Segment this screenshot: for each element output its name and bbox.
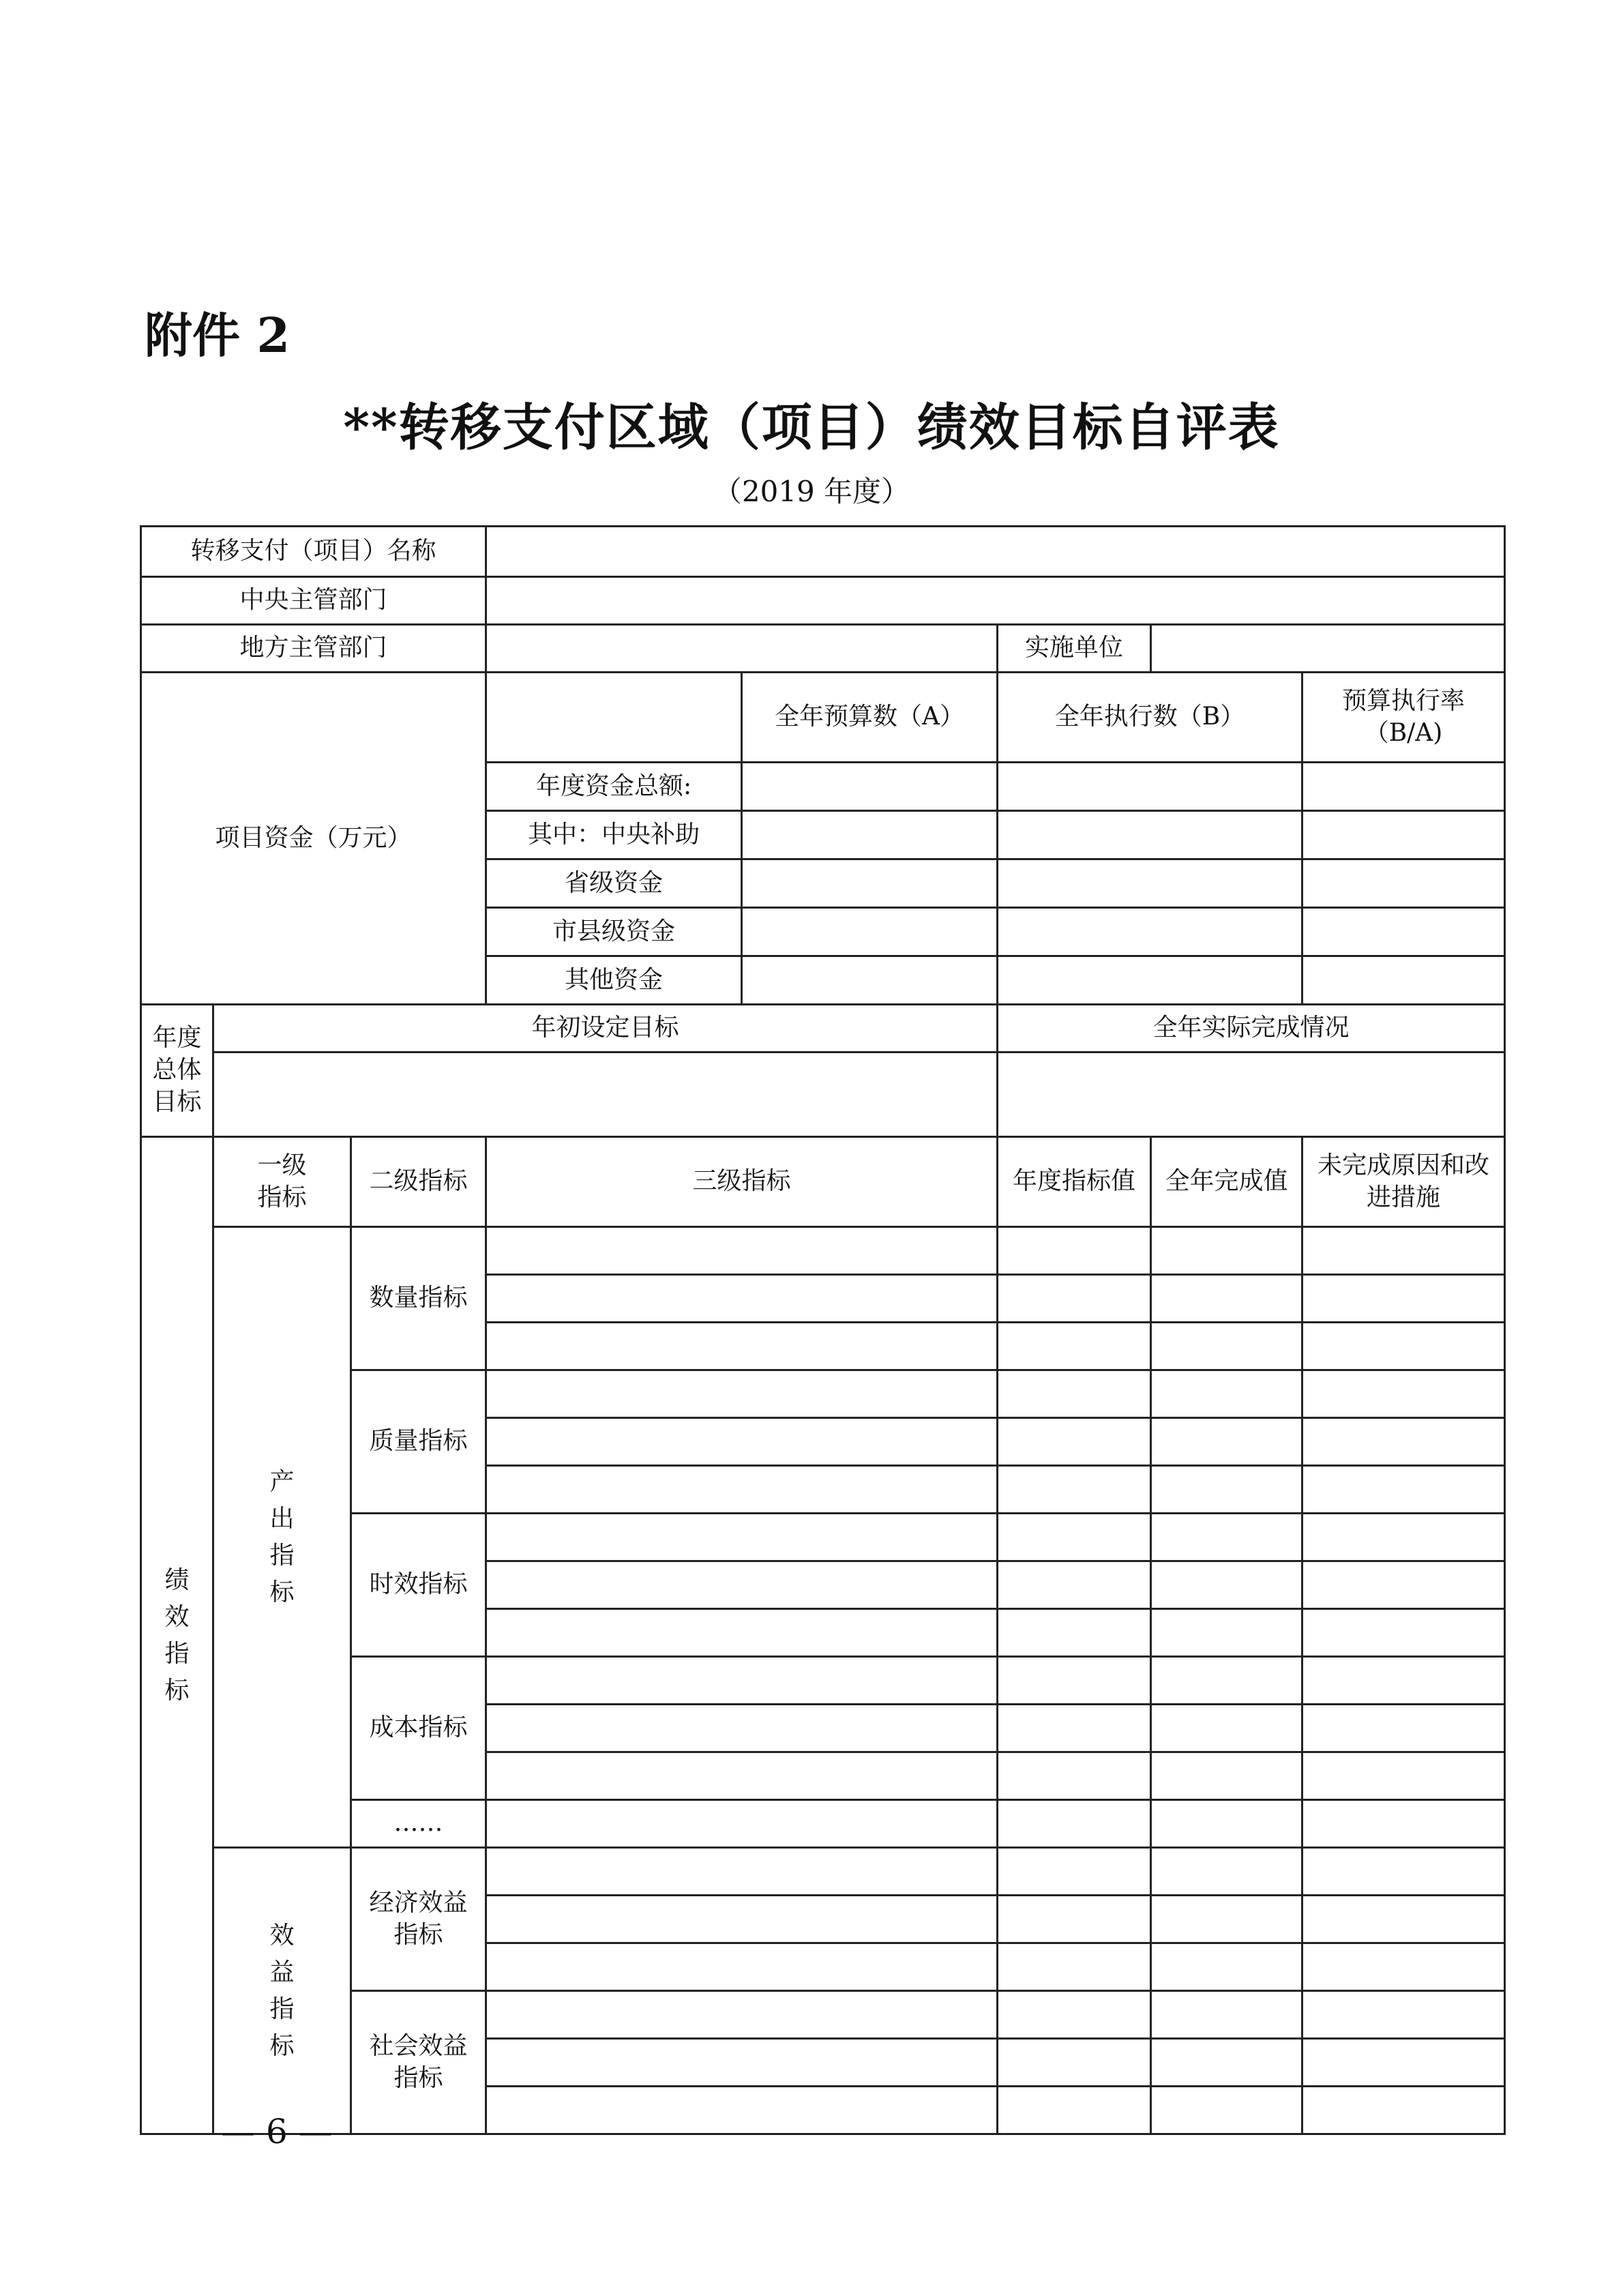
- cell-input[interactable]: [742, 763, 998, 811]
- col-completed-value-header: 全年完成值: [1151, 1137, 1302, 1227]
- indicator-cell[interactable]: [1302, 1370, 1505, 1418]
- indicator-cell[interactable]: [998, 1800, 1151, 1848]
- quantity-indicator-label: 数量指标: [351, 1227, 486, 1370]
- initial-target-header: 年初设定目标: [213, 1005, 998, 1053]
- indicator-cell[interactable]: [998, 1323, 1151, 1370]
- social-benefit-label: [351, 1991, 486, 2134]
- indicator-cell[interactable]: [1302, 1466, 1505, 1514]
- benefit-indicators-label: [213, 1848, 351, 2134]
- indicator-cell[interactable]: [998, 1896, 1151, 1943]
- indicator-cell[interactable]: [1302, 1896, 1505, 1943]
- indicator-cell[interactable]: [486, 1227, 998, 1275]
- indicator-cell[interactable]: [1302, 1752, 1505, 1800]
- economic-benefit-label: [351, 1848, 486, 1991]
- indicator-cell[interactable]: [1151, 1657, 1302, 1705]
- cell-input[interactable]: [998, 811, 1302, 859]
- indicator-cell[interactable]: [486, 1991, 998, 2039]
- output-indicators-label: [213, 1227, 351, 1848]
- cell-input[interactable]: [998, 859, 1302, 908]
- indicator-cell[interactable]: [1302, 1609, 1505, 1657]
- project-name-value[interactable]: [486, 527, 1505, 577]
- col-level2-header: 二级指标: [351, 1137, 486, 1227]
- impl-unit-label: 实施单位: [998, 625, 1151, 673]
- benefit-char: 效: [269, 1921, 295, 1949]
- cell-input[interactable]: [742, 956, 998, 1005]
- page-number: — 6 —: [221, 2112, 333, 2151]
- benefit-char: 指: [269, 1995, 295, 2023]
- indicator-cell[interactable]: [486, 1466, 998, 1514]
- col-annual-value-header: 年度指标值: [998, 1137, 1151, 1227]
- central-dept-label: 中央主管部门: [141, 577, 486, 625]
- indicator-cell[interactable]: [486, 1323, 998, 1370]
- cell-input[interactable]: [1302, 908, 1505, 956]
- benefit-char: 标: [269, 2031, 295, 2060]
- indicator-cell[interactable]: [486, 1418, 998, 1466]
- timeliness-indicator-label: 时效指标: [351, 1514, 486, 1657]
- cell-input[interactable]: [1302, 956, 1505, 1005]
- indicator-cell[interactable]: [486, 1848, 998, 1896]
- economic-benefit-line: 经济效益: [369, 1888, 468, 1917]
- indicator-cell[interactable]: [998, 1705, 1151, 1752]
- col-reason-line: 进措施: [1367, 1183, 1441, 1211]
- row-central-subsidy: 其中：中央补助: [486, 811, 742, 859]
- indicator-cell[interactable]: [1302, 1275, 1505, 1323]
- indicator-cell[interactable]: [998, 1991, 1151, 2039]
- indicator-cell[interactable]: [1151, 1705, 1302, 1752]
- social-benefit-line: 指标: [393, 2063, 443, 2092]
- col-executed-header: 全年执行数（B）: [998, 673, 1302, 763]
- initial-target-value[interactable]: [213, 1053, 998, 1137]
- indicator-cell[interactable]: [1151, 1514, 1302, 1561]
- impl-unit-value[interactable]: [1151, 625, 1505, 673]
- indicator-cell[interactable]: [486, 1896, 998, 1943]
- central-dept-value[interactable]: [486, 577, 1505, 625]
- row-city-county-funds: 市县级资金: [486, 908, 742, 956]
- indicator-cell[interactable]: [998, 1752, 1151, 1800]
- local-dept-label: 地方主管部门: [141, 625, 486, 673]
- indicator-cell[interactable]: [1151, 2087, 1302, 2134]
- funds-header-blank: [486, 673, 742, 763]
- indicator-cell[interactable]: [1302, 1800, 1505, 1848]
- indicator-cell[interactable]: [998, 1609, 1151, 1657]
- output-char: 标: [269, 1578, 295, 1606]
- social-benefit-line: 社会效益: [369, 2031, 468, 2060]
- indicator-cell[interactable]: [1151, 1370, 1302, 1418]
- col-level1-line: 指标: [257, 1183, 307, 1211]
- quality-indicator-label: 质量指标: [351, 1370, 486, 1514]
- actual-completion-value[interactable]: [998, 1053, 1505, 1137]
- indicator-cell[interactable]: [1151, 1943, 1302, 1991]
- indicator-cell[interactable]: [1302, 1514, 1505, 1561]
- col-rate-header: [1302, 673, 1505, 763]
- cell-input[interactable]: [1302, 811, 1505, 859]
- indicator-cell[interactable]: [1151, 1323, 1302, 1370]
- indicator-cell[interactable]: [998, 1227, 1151, 1275]
- indicator-cell[interactable]: [1151, 1418, 1302, 1466]
- indicator-cell[interactable]: [1151, 1752, 1302, 1800]
- attachment-label: 附件 2: [145, 307, 291, 364]
- indicator-cell[interactable]: [998, 1561, 1151, 1609]
- indicator-cell[interactable]: [1151, 1609, 1302, 1657]
- form-year: （2019 年度）: [713, 475, 910, 508]
- project-funds-label: 项目资金（万元）: [141, 673, 486, 1005]
- indicator-cell[interactable]: [1151, 1466, 1302, 1514]
- indicator-cell[interactable]: [486, 2039, 998, 2087]
- indicator-cell[interactable]: [998, 1370, 1151, 1418]
- output-char: 出: [269, 1504, 295, 1533]
- indicator-cell[interactable]: [1302, 2087, 1505, 2134]
- indicator-cell[interactable]: [1302, 1705, 1505, 1752]
- col-level1-header: [213, 1137, 351, 1227]
- indicator-cell[interactable]: [486, 1561, 998, 1609]
- indicator-cell[interactable]: [998, 1943, 1151, 1991]
- indicator-cell[interactable]: [486, 1657, 998, 1705]
- indicator-cell[interactable]: [998, 1514, 1151, 1561]
- self-evaluation-table: [140, 525, 1506, 2135]
- indicator-cell[interactable]: [486, 1943, 998, 1991]
- indicator-cell[interactable]: [1302, 1323, 1505, 1370]
- cell-input[interactable]: [998, 908, 1302, 956]
- col-level1-line: 一级: [257, 1151, 307, 1179]
- col-budget-header: 全年预算数（A）: [742, 673, 998, 763]
- col-reason-line: 未完成原因和改: [1317, 1151, 1490, 1179]
- indicator-cell[interactable]: [998, 2039, 1151, 2087]
- performance-indicators-label: [141, 1137, 213, 2134]
- row-provincial-funds: 省级资金: [486, 859, 742, 908]
- annual-goal-char: 总体: [152, 1056, 202, 1085]
- indicator-cell[interactable]: [998, 1418, 1151, 1466]
- col-rate-line2: （B/A): [1364, 718, 1443, 747]
- indicator-cell[interactable]: [1151, 1800, 1302, 1848]
- benefit-char: 益: [269, 1958, 295, 1986]
- indicator-cell[interactable]: [998, 1657, 1151, 1705]
- cell-input[interactable]: [742, 859, 998, 908]
- indicator-cell[interactable]: [1151, 1848, 1302, 1896]
- indicator-cell[interactable]: [486, 1275, 998, 1323]
- annual-goal-char: 年度: [152, 1024, 202, 1053]
- output-char: 产: [269, 1467, 295, 1496]
- indicator-cell[interactable]: [1302, 1848, 1505, 1896]
- indicator-cell[interactable]: [1151, 1561, 1302, 1609]
- perf-char: 绩: [164, 1565, 190, 1594]
- row-other-funds: 其他资金: [486, 956, 742, 1005]
- indicator-cell[interactable]: [998, 2087, 1151, 2134]
- economic-benefit-line: 指标: [393, 1920, 443, 1949]
- cost-indicator-label: 成本指标: [351, 1657, 486, 1800]
- indicator-cell[interactable]: [486, 1370, 998, 1418]
- row-total-funds: 年度资金总额:: [486, 763, 742, 811]
- cell-input[interactable]: [998, 956, 1302, 1005]
- cell-input[interactable]: [742, 811, 998, 859]
- indicator-cell[interactable]: [1302, 1227, 1505, 1275]
- col-level3-header: 三级指标: [486, 1137, 998, 1227]
- indicator-cell[interactable]: [1151, 1991, 1302, 2039]
- indicator-cell[interactable]: [486, 1752, 998, 1800]
- more-indicators-ellipsis: ……: [351, 1800, 486, 1848]
- indicator-cell[interactable]: [1151, 1275, 1302, 1323]
- indicator-cell[interactable]: [998, 1466, 1151, 1514]
- local-dept-value[interactable]: [486, 625, 998, 673]
- perf-char: 标: [164, 1676, 190, 1705]
- indicator-cell[interactable]: [486, 1609, 998, 1657]
- indicator-cell[interactable]: [486, 1514, 998, 1561]
- indicator-cell[interactable]: [1302, 1418, 1505, 1466]
- cell-input[interactable]: [998, 763, 1302, 811]
- project-name-label: 转移支付（项目）名称: [141, 527, 486, 577]
- indicator-cell[interactable]: [486, 1705, 998, 1752]
- annual-goal-label: [141, 1005, 213, 1137]
- output-char: 指: [269, 1541, 295, 1570]
- cell-input[interactable]: [1302, 763, 1505, 811]
- form-title: **转移支付区域（项目）绩效目标自评表: [343, 398, 1280, 457]
- indicator-cell[interactable]: [998, 1848, 1151, 1896]
- indicator-cell[interactable]: [1302, 1561, 1505, 1609]
- perf-char: 指: [164, 1639, 190, 1668]
- indicator-cell[interactable]: [1151, 1896, 1302, 1943]
- indicator-cell[interactable]: [486, 1800, 998, 1848]
- indicator-cell[interactable]: [1302, 2039, 1505, 2087]
- actual-completion-header: 全年实际完成情况: [998, 1005, 1505, 1053]
- indicator-cell[interactable]: [1302, 1991, 1505, 2039]
- indicator-cell[interactable]: [486, 2087, 998, 2134]
- indicator-cell[interactable]: [1151, 2039, 1302, 2087]
- cell-input[interactable]: [742, 908, 998, 956]
- cell-input[interactable]: [1302, 859, 1505, 908]
- col-rate-line1: 预算执行率: [1342, 686, 1465, 715]
- indicator-cell[interactable]: [1302, 1943, 1505, 1991]
- annual-goal-char: 目标: [152, 1087, 202, 1116]
- perf-char: 效: [164, 1602, 190, 1631]
- indicator-cell[interactable]: [1151, 1227, 1302, 1275]
- col-reason-header: [1302, 1137, 1505, 1227]
- indicator-cell[interactable]: [1302, 1657, 1505, 1705]
- indicator-cell[interactable]: [998, 1275, 1151, 1323]
